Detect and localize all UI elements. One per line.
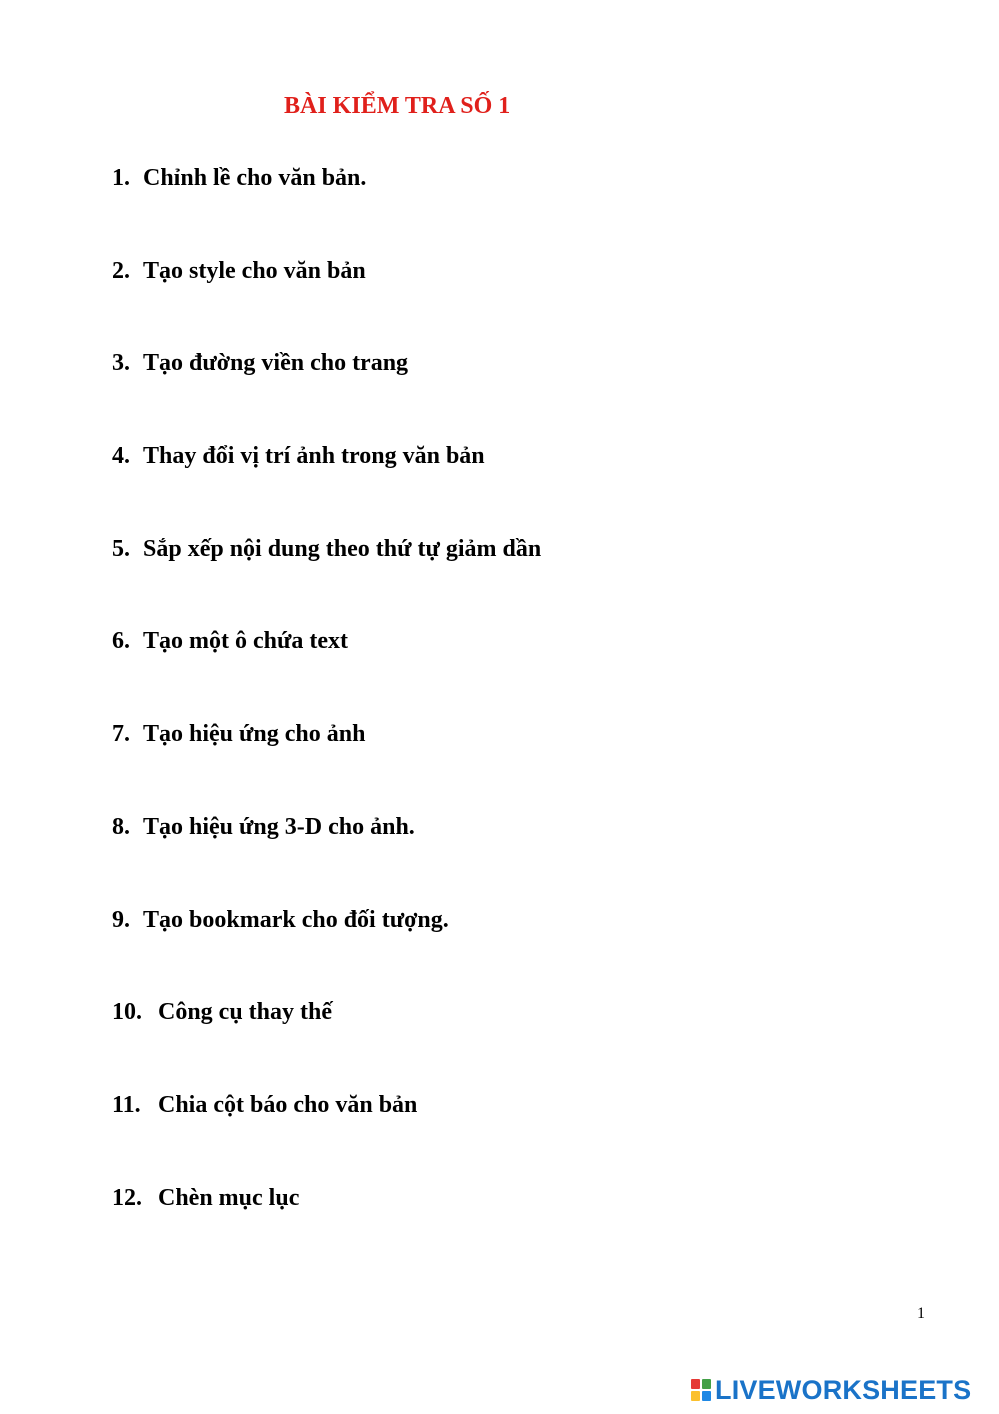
- question-number: 10.: [112, 999, 142, 1026]
- question-number: 1.: [112, 165, 130, 191]
- question-text: Chèn mục lục: [158, 1184, 300, 1211]
- question-number: 9.: [112, 906, 130, 933]
- logo-block-blue: [702, 1391, 711, 1401]
- question-number: 12.: [112, 1184, 142, 1211]
- question-item: [112, 1089, 541, 1182]
- question-item: [112, 1182, 541, 1275]
- question-number: 6.: [112, 628, 130, 655]
- question-number: 7.: [112, 721, 130, 748]
- question-number: 8.: [112, 813, 130, 840]
- question-text: Thay đổi vị trí ảnh trong văn bản: [143, 443, 485, 470]
- logo-block-red: [691, 1379, 700, 1389]
- liveworksheets-brand: [691, 1375, 971, 1405]
- question-text: Tạo bookmark cho đối tượng.: [143, 906, 449, 933]
- question-text: Tạo một ô chứa text: [143, 628, 349, 655]
- question-text: Sắp xếp nội dung theo thứ tự giảm dần: [143, 535, 542, 562]
- question-item: [112, 625, 541, 718]
- question-number: 4.: [112, 443, 130, 470]
- brand-name: LIVEWORKSHEETS: [715, 1375, 972, 1405]
- question-item: [112, 996, 541, 1089]
- question-text: Công cụ thay thế: [158, 999, 333, 1026]
- question-text: Tạo style cho văn bản: [143, 257, 366, 284]
- question-number: 2.: [112, 257, 130, 284]
- question-text: Tạo đường viền cho trang: [143, 350, 409, 377]
- question-text: Chỉnh lề cho văn bản.: [143, 165, 367, 191]
- page-title: BÀI KIỂM TRA SỐ 1: [284, 93, 511, 119]
- question-item: [112, 533, 541, 626]
- question-number: 11.: [112, 1091, 141, 1118]
- page-number: 1: [917, 1305, 925, 1322]
- logo-block-green: [702, 1379, 711, 1389]
- logo-block-yellow: [691, 1391, 700, 1401]
- question-item: [112, 811, 541, 904]
- question-text: Tạo hiệu ứng 3-D cho ảnh.: [143, 813, 415, 840]
- question-text: Tạo hiệu ứng cho ảnh: [143, 721, 366, 748]
- question-item: [112, 440, 541, 533]
- question-item: [112, 718, 541, 811]
- question-list: [112, 162, 541, 1274]
- question-item: [112, 904, 541, 997]
- liveworksheets-logo-icon: [691, 1379, 711, 1401]
- question-number: 5.: [112, 535, 130, 562]
- question-item: [112, 347, 541, 440]
- question-item: [112, 162, 541, 255]
- question-number: 3.: [112, 350, 130, 377]
- question-item: [112, 255, 541, 348]
- question-text: Chia cột báo cho văn bản: [158, 1091, 418, 1118]
